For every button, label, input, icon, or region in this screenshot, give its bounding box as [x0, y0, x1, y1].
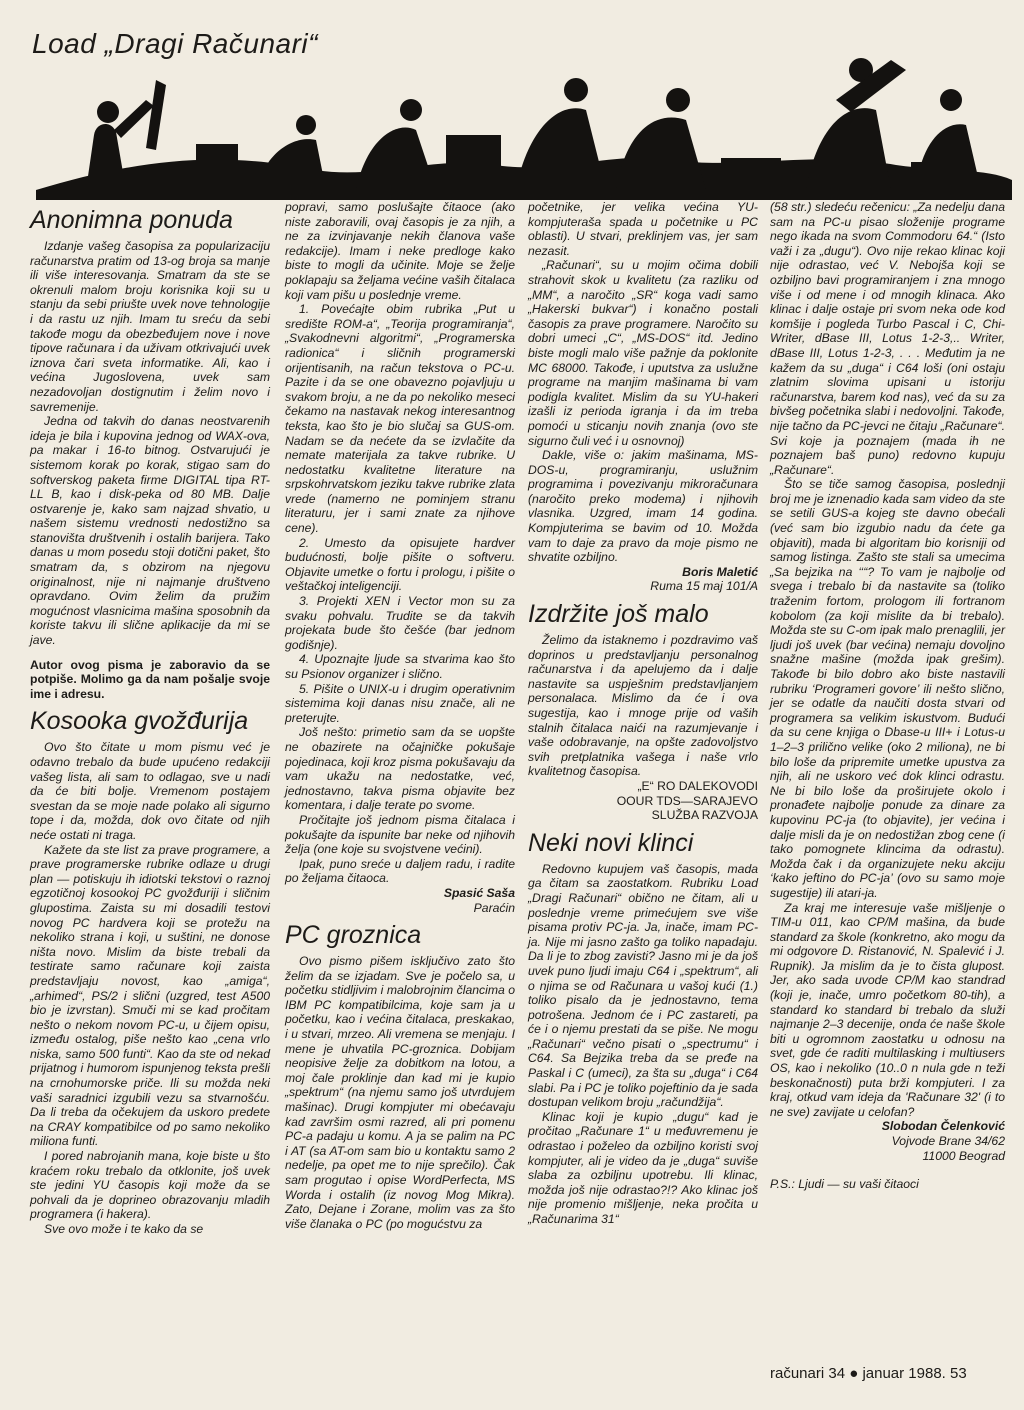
paragraph: Za kraj me interesuje vaše mišljenje o TIM-u 011, kao CP/M mašina, da bude standard za škole (konkretno, ako mogu da mi odgovore D. Ristanović, N. Spalević i J. Rupnik). Ja mislim da je to čista glupost. Jer, ako sada uvode CP/M kao standrad (koji je, inače, umro početkom 80-tih), a standard ko standard bi trebalo da služi najmanje 2–3 decenije, onda će naše škole biti u ogromnom zaostatku u odnosu na svet, gde će raditi multilasking i multiusers OS, kao i nekoliko (10..0 n nula gde n teži beskonačnosti) puta brži kompjuteri. I za kraj, otkud vam ideja da 'Računare 32' (i to ne sve) zavijate u celofan? [770, 900, 1005, 1119]
paragraph: Klinac koji je kupio „dugu“ kad je pročitao „Računare 1“ u međuvremenu je odrastao i poželeo da ozbiljno koristi svoj kompjuter, ali je video da je „duga“ suviše slaba za ozbiljnu upotrebu. Ili klinac, možda još nije odrastao?!? Ako klinac još nije promenio mišljenje, neka pročita u „Računarima 31“ [528, 1109, 758, 1226]
signature: Boris Maletić [682, 564, 758, 579]
heading-pc-groznica: PC groznica [285, 921, 422, 950]
signature: Slobodan Čelenković [881, 1119, 1005, 1134]
paragraph: Redovno kupujem vaš časopis, mada ga čitam sa zaostatkom. Rubriku Load „Dragi Računari“ obično ne čitam, ali u poslednje vreme primećujem sve više pisama protiv PC-ja. Ja, inače, imam PC-ja. Nije mi jasno zašto ga toliko napadaju. Da li je to zbog zavisti? Jasno mi je da još uvek puno ljudi imaju C64 i „spektrum“, ali o njima se od Računara u vašoj kući (1.) toliko pisalo da je jednostavno, tema potrošena. Jednom će i PC zastareti, pa će i o njemu prestati da se piše. Ne mogu „Računari“ večno pisati o „spectrumu“ i C64. Sa Bejzika treba da se pređe na Paskal i C (umeci), za šta su „duga“ i C64 slabi. Pa i PC je toliko pojeftinio da je sada dostupan velikom broju „račundžija“. [528, 861, 758, 1110]
paragraph: Izdanje vašeg časopisa za popularizaciju računarstva pratim od 13-og broja sa manje ili više interesovanja. Smatram da ste se okrenuli malom broju korisnika koji su u stanju da sebi priušte uvek nove tehnologije i da rastu uz njih. Imam tu sreću da sebi takođe mogu da obezbeđujem nove i nove tipove računara i da uživam otkrivajući uvek iznova čari sveta informatike. Ali, kao i većina Jugoslovena, uvek sam nezadovoljan dostignutim i želim novo i savremenije. [30, 239, 270, 414]
paragraph: Ipak, puno sreće u daljem radu, i radite po željama čitaoca. [285, 856, 515, 886]
paragraph: Jedna od takvih do danas neostvarenih ideja je bila i kupovina jednog od WAX-ova, pa makar i 16-to bitnog. Ostvarujući je sistemom korak po korak, stigao sam do softverskog paketa firme DIGITAL tipa RT-LL B, kao i disk-peka od 80 MB. Dalje ostvarenje je, kako sam najzad shvatio, u našem sistemu vrednosti nedostižno sa stanovišta društvenih i ostalih barijera. Tako danas u mom posedu stoji dotični paket, što smatram da, s obzirom na njegovu originalnost, nije ni najmanje društveno opravdano. Ovim želim da pružim mogućnost vlasnicima mašina sposobnih da koriste takvu ili slične aplikacije da mi se jave. [30, 414, 270, 648]
editor-note: Autor ovog pisma je zaboravio da se potpiše. Molimo ga da nam pošalje svoje ime i adresu. [30, 657, 270, 701]
signature-place: Paraćin [473, 900, 515, 915]
column-3 [528, 200, 758, 1227]
page-title: Load „Dragi Računari“ [32, 28, 318, 59]
paragraph: 3. Projekti XEN i Vector mon su za svaku pohvalu. Trudite se da takvih projekata bude što češće (bar jednom godišnje). [285, 594, 515, 652]
paragraph: „Računari“, su u mojim očima dobili strahovit skok u kvalitetu (za razliku od „MM“, a naročito „SR“ koga vadi samo „Hakerski bukvar“) i konačno postali časopis za prave programere. Naročito su dobri umeci „C“, „MS-DOS“ itd. Jedino biste mogli malo više pažnje da poklonite MC 68000. Takođe, i uputstva za uslužne programe na manjim mašinama bi vam podigla kvalitet. Mislim da su YU-hakeri izašli iz perioda igranja i da im treba pomoći u sticanju novih znanja (ovo ste sigurno čuli već i u osnovnoj) [528, 258, 758, 448]
heading-izdrzite-jos-malo: Izdržite još malo [528, 600, 709, 629]
org-signature: OOUR TDS—SARAJEVO [616, 793, 758, 808]
paragraph: 4. Upoznajte ljude sa stvarima kao što su Psionov organizer i slično. [285, 652, 515, 681]
org-signature: SLUŽBA RAZVOJA [651, 808, 758, 823]
signature-place: Ruma 15 maj 101/A [650, 579, 758, 594]
paragraph: 2. Umesto da opisujete hardver budućnosti, bolje pišite o softveru. Objavite umetke o fortu i prologu, i pišite o veštačkoj inteligenciji. [285, 535, 515, 594]
column-2 [285, 200, 515, 1231]
org-signature: „E“ RO DALEKOVODI [637, 778, 758, 793]
paragraph: popravi, samo poslušajte čitaoce (ako niste zaboravili, ovaj časopis je za njih, a ne za izvinjavanje nekih članova vaše redakcije). Imam i neke predloge kako biste to mogli da učinite. Moje se želje poklapaju sa željama većine vaših čitalaca koji vam pišu u poslednje vreme. [285, 200, 515, 302]
paragraph: I pored nabrojanih mana, koje biste u što kraćem roku trebalo da otklonite, još uvek ste jedini YU časopis koji može da se pohvali da je doprineo obrazovanju mladih programera (i hakera). [30, 1149, 270, 1222]
heading-kosooka-gvozdurija: Kosooka gvožđurija [30, 707, 249, 736]
paragraph: Ovo pismo pišem isključivo zato što želim da se izjadam. Sve je počelo sa, u početku stidljivim i malobrojnim člancima o IBM PC kompatibilcima, koje sam ja u početku, kao i većina čitalaca, preskakao, i u stvari, mrzeo. Ali vremena se menjaju. I mene je uhvatila PC-groznica. Dobijam neopisive želje za dobitkom na lotou, a moj čale proklinje dan kad mi je kupio „spektrum“ (na njemu samo još utvrdujem mašinac). Drugi kompjuter mi obećavaju kad završim osmi razred, ali pri pomenu PC-a padaju u komu. A ja se palim na PC i AT (sa AT-om sam bio u kontaktu samo 2 nedelje, pa opet me to nije sprečilo). Čak sam progutao i opise WordPerfecta, MS Worda i ostalih (iz novog Mog Mikra). Zato, Dejane i Zorane, molim vas za što više članaka o PC (po mogućstvu za [285, 954, 515, 1231]
paragraph: Dakle, više o: jakim mašinama, MS-DOS-u, programiranju, uslužnim programima i povezivanju mikroračunara (naročito preko modema) i njihovih vlasnika. Uzgred, imam 14 godina. Kompjuterima se bavim od 10. Možda vam to daje za pravo da moje pismo ne shvatite ozbiljno. [528, 448, 758, 565]
paragraph: (58 str.) sledeću rečenicu: „Za nedelju dana sam na PC-u pisao složenije programe nego ikada na svom Commodoru 64.“ (Isto važi i za „dugu“). Ovo nije rekao klinac koji nije odrastao, već V. Nebojša koji se ozbiljno bavi programiranjem i zna mnogo više i od mene i od mnogih klinaca. Ako klinac i dalje ostaje pri svom neka ode kod komšije i pogleda Turbo Pascal i C, Chi-Writer, dBase III, Lotus 1-2-3,.. Writer, dBase III, Lotus 1-2-3, . . . Međutim ja ne kažem da su „duga“ i C64 loši (oni ostaju zlatnim slovima upisani u istoriju računarstva, barem kod nas), već da su za bivšeg početnika slabi i nedovoljni. Takođe, nije tačno da PC-jevci ne čitaju „Računare“. Svi koje ja poznajem (mada ih ne poznajem baš puno) redovno kupuju „Računare“. [770, 200, 1005, 477]
column-1 [30, 200, 270, 1237]
page-footer: računari 34 ● januar 1988. 53 [770, 1365, 967, 1382]
heading-neki-novi-klinci: Neki novi klinci [528, 828, 694, 857]
paragraph: početnike, jer velika većina YU-kompjuteraša spada u početnike u PC oblasti). U stvari, preklinjem vas, jer sam nezasit. [528, 200, 758, 258]
paragraph: Što se tiče samog časopisa, poslednji broj me je iznenadio kada sam video da ste se setili GUS-a kojeg ste davno obećali (već sam bio izgubio nadu da ćete ga objaviti), mada bi algoritam bio korisniji od samog listinga. Zašto ste stali sa umecima „Sa bejzika na ‘‘“? To vam je najbolje od svega i trebalo bi da nastavite sa (toliko traženim fortom, prologom ili fortranom kobolom (za koji mislite da bi trebalo). Možda ste su C-om ipak malo prenaglili, jer ljudi još uvek (bar većina) nemaju dovoljno snažne mašine (možda ipak grešim). Takođe bi bilo dobro ako biste nastavili rubriku ‘Programeri govore’ ili nešto slično, jer se odatle da naučiti dosta stvari od programera sa velikim iskustvom. Budući da su cene knjiga o Dbase-u III+ i Lotus-u 1–2–3 prilično velike (oko 2 miliona), ne bi bilo loše da pripremite umetke upustva za njih, ali ne uskoro već dok klinci odrastu. Ne bi bilo loše da proširujete okolo i pronađete najbolje ponude za dinare za kupovinu PC-ja (to objavite), jer većina i dalje misli da je on nedostižan zbog cene (i tako pomognete klincima da odrastu). Možda čak i da organizujete neku akciju ‘kako jeftino do PC-ja’ (ovo su samo moje sugestije) ili atari-ja. [770, 477, 1005, 900]
paragraph: Pročitajte još jednom pisma čitalaca i pokušajte da ispunite bar neke od njihovih želja (one koje su svojstvene većini). [285, 812, 515, 857]
paragraph: Želimo da istaknemo i pozdravimo vaš doprinos u predstavljanju personalnog računarstva i da apelujemo da i dalje nastavite sa uspješnim predstavljanjem personalaca. Mislimo da će i ova sugestija, kao i mnoge prije od vaših stalnih čitalaca naići na razumjevanje i vaše odobravanje, na opšte zadovoljstvo svih pretplatnika vašega i naše vrlo kvalitetnog časopisa. [528, 633, 758, 779]
signature: Spasić Saša [443, 885, 515, 900]
paragraph: Kažete da ste list za prave programere, a prave programerske rubrike odlaze u drugi plan — potiskuju ih idiotski tekstovi o raznoj egzotičnoj kosookoj PC gvožđuriji i sličnim glupostima. Zaista su mi dosadili testovi novog PC hardvera koji se protežu na nekoliko strana i koji, u suštini, ne donose ništa novo. Mislim da biste trebali da testirate samo računare koji zaista predstavljaju novost, kao „amiga“, „arhimed“, PS/2 i slični (uzgred, test A500 bio je izvrstan). Smuči mi se kad pročitam nešto o nekom novom PC-u, u čijem opisu, između ostalog, piše nešto kao „cena vrlo niska, samo 500 funti“. Kao da ste od nekad prijatnog i humorom ispunjenog teksta prešli na crnohumorske priče. Ili su možda neki vaši saradnici izgubili vezu sa stvarnošću. Da li treba da očekujem da uskoro predete na CRAY kompatibilce od po samo nekoliko miliona funti. [30, 842, 270, 1149]
paragraph: 5. Pišite o UNIX-u i drugim operativnim sistemima koji danas nisu znače, ali ne preterujte. [285, 681, 515, 725]
signature-address: 11000 Beograd [922, 1148, 1005, 1163]
heading-anonimna-ponuda: Anonimna ponuda [30, 206, 233, 234]
banner-illustration [16, 40, 1012, 200]
paragraph: Ovo što čitate u mom pismu već je odavno trebalo da bude upućeno redakciji vašeg lista, ali sam to odlagao, sve u nadi da će biti bolje. Vremenom postajem svestan da se moje nade polako ali sigurno tope i da, možda, dok ovo čitate od njih neće ostati ni traga. [30, 740, 270, 842]
column-4 [770, 200, 1005, 1192]
paragraph: Još nešto: primetio sam da se uopšte ne obazirete na očajničke pokušaje pojedinaca, koji kroz pisma pokušavaju da vam ukažu na nedostatke, već, jednostavno, takva pisma objavite bez komentara, i dalje terate po svome. [285, 725, 515, 813]
postscript: P.S.: Ljudi — su vaši čitaoci [770, 1177, 919, 1192]
signature-address: Vojvode Brane 34/62 [891, 1134, 1005, 1148]
paragraph: Sve ovo može i te kako da se [44, 1222, 204, 1236]
paragraph: 1. Povećajte obim rubrika „Put u središte ROM-a“, „Teorija programiranja“, „Svakodnevni algoritmi“, „Programerska radionica“ i sličnih programerski orijentisanih, na račun tekstova o PC-u. Pazite i da se one obavezno pojavljuju u svakom broju, a ne da po nekoliko meseci čekamo na nastavak nekog interesantnog teksta, kao što je bio slučaj sa GUS-om. Nadam se da nećete da se izvlačite da nemate materijala za takve rubrike. U nedostatku kvalitetne literature na srpskohrvatskom jeziku takve rubrike zlata vrede (namerno ne pominjem stranu literaturu, jer i sami znate za njihove cene). [285, 302, 515, 536]
